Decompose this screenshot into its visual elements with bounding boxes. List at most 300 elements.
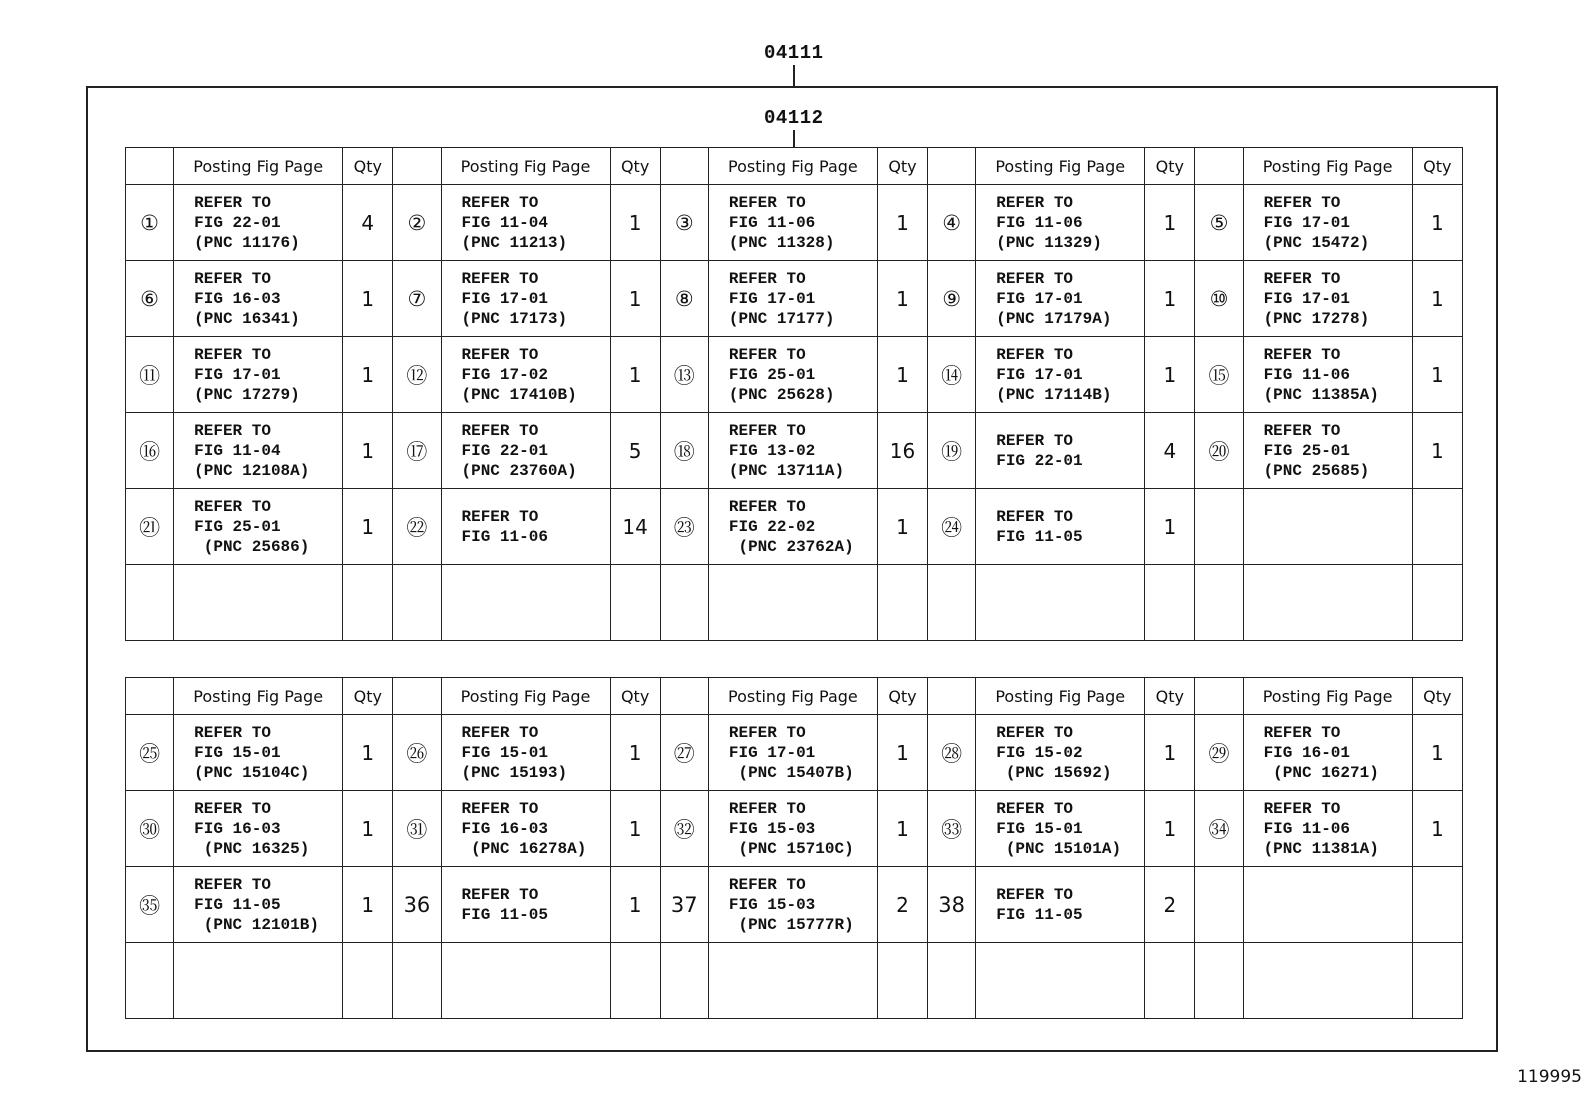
reference-line-l3: (PNC 17114B)	[996, 385, 1112, 404]
outer-assembly-label: 04111	[764, 42, 824, 64]
reference-cell	[174, 791, 343, 867]
reference-cell	[976, 261, 1145, 337]
reference-line-l3: (PNC 15692)	[996, 763, 1112, 782]
reference-cell	[976, 943, 1145, 1019]
reference-line-l1: REFER TO	[194, 497, 271, 516]
header-row	[126, 678, 1463, 715]
table-row	[126, 489, 1463, 565]
header-posting-fig-page: Posting Fig Page	[708, 678, 877, 715]
item-number: ⑮	[1195, 337, 1243, 413]
item-number: ⑥	[126, 261, 174, 337]
quantity: 5	[610, 413, 660, 489]
reference-cell	[708, 337, 877, 413]
header-qty: Qty	[343, 148, 393, 185]
reference-cell	[1243, 261, 1412, 337]
reference-line-l3: (PNC 11328)	[728, 233, 835, 252]
reference-cell	[174, 715, 343, 791]
reference-cell	[174, 261, 343, 337]
item-number: ㉕	[126, 715, 174, 791]
reference-line-l3: (PNC 23760A)	[461, 461, 577, 480]
reference-line-l2: FIG 13-02	[728, 441, 816, 460]
reference-line-l3: (PNC 17173)	[461, 309, 568, 328]
reference-line-l1: REFER TO	[194, 723, 271, 742]
item-number: ㉑	[126, 489, 174, 565]
reference-cell	[976, 337, 1145, 413]
reference-line-l3: (PNC 15407B)	[728, 763, 854, 782]
table-row	[126, 337, 1463, 413]
reference-line-l2: FIG 11-06	[1263, 819, 1350, 838]
reference-line-l3: (PNC 13711A)	[728, 461, 845, 480]
quantity	[1412, 565, 1462, 641]
reference-line-l3: (PNC 17179A)	[996, 309, 1112, 328]
item-number: ⑯	[126, 413, 174, 489]
reference-line-l3: (PNC 15104C)	[194, 763, 310, 782]
reference-cell	[174, 337, 343, 413]
header-blank-cell	[393, 678, 441, 715]
quantity: 1	[610, 185, 660, 261]
item-number	[660, 943, 708, 1019]
table-row	[126, 565, 1463, 641]
item-number: ⑰	[393, 413, 441, 489]
reference-line-l1: REFER TO	[194, 193, 271, 212]
reference-line-l3: (PNC 16341)	[194, 309, 300, 328]
reference-line-l2: FIG 17-01	[1263, 213, 1350, 232]
quantity: 2	[877, 867, 927, 943]
reference-line-l3: (PNC 15193)	[461, 763, 568, 782]
item-number: ㉛	[393, 791, 441, 867]
quantity: 1	[877, 791, 927, 867]
quantity: 1	[1145, 337, 1195, 413]
reference-cell	[441, 715, 610, 791]
item-number: ⑫	[393, 337, 441, 413]
quantity	[1412, 489, 1462, 565]
header-blank-cell	[126, 678, 174, 715]
header-qty: Qty	[610, 678, 660, 715]
reference-line-l1: REFER TO	[194, 421, 271, 440]
header-qty: Qty	[343, 678, 393, 715]
item-number: 37	[660, 867, 708, 943]
reference-line-l2: FIG 17-02	[461, 365, 548, 384]
quantity	[1145, 943, 1195, 1019]
quantity: 4	[1145, 413, 1195, 489]
reference-line-l2: FIG 15-01	[461, 743, 548, 762]
item-number: ②	[393, 185, 441, 261]
header-qty: Qty	[877, 678, 927, 715]
quantity: 1	[343, 337, 393, 413]
reference-cell	[708, 943, 877, 1019]
reference-cell	[1243, 413, 1412, 489]
header-qty: Qty	[1145, 678, 1195, 715]
inner-assembly-label: 04112	[764, 107, 824, 129]
item-number: ㉔	[928, 489, 976, 565]
reference-line-l3: (PNC 25686)	[194, 537, 310, 556]
reference-line-l1: REFER TO	[996, 269, 1074, 288]
reference-cell	[441, 867, 610, 943]
reference-line-l3: (PNC 11176)	[194, 233, 300, 252]
reference-line-l2: FIG 25-01	[194, 517, 281, 536]
header-blank-cell	[126, 148, 174, 185]
reference-cell	[708, 791, 877, 867]
reference-line-l1: REFER TO	[728, 421, 806, 440]
reference-line-l3: (PNC 16278A)	[461, 839, 587, 858]
reference-line-l1: REFER TO	[1263, 269, 1341, 288]
reference-line-l2: FIG 15-01	[996, 819, 1083, 838]
item-number: ㉜	[660, 791, 708, 867]
reference-line-l1: REFER TO	[461, 269, 539, 288]
reference-line-l2: FIG 17-01	[728, 289, 816, 308]
item-number: 36	[393, 867, 441, 943]
reference-cell	[976, 185, 1145, 261]
header-qty: Qty	[1412, 678, 1462, 715]
reference-line-l1: REFER TO	[194, 799, 271, 818]
reference-line-l3: (PNC 12108A)	[194, 461, 310, 480]
header-row	[126, 148, 1463, 185]
reference-line-l2: FIG 22-02	[728, 517, 816, 536]
header-posting-fig-page: Posting Fig Page	[174, 678, 343, 715]
reference-line-l2: FIG 15-03	[728, 895, 816, 914]
quantity: 1	[343, 413, 393, 489]
item-number: ㉖	[393, 715, 441, 791]
table-row	[126, 943, 1463, 1019]
table-row	[126, 413, 1463, 489]
quantity: 1	[343, 791, 393, 867]
reference-line-l2: FIG 16-03	[194, 819, 281, 838]
reference-line-l2: FIG 22-01	[461, 441, 548, 460]
reference-line-l2: FIG 16-03	[194, 289, 281, 308]
reference-cell	[174, 565, 343, 641]
reference-line-l1: REFER TO	[1263, 193, 1341, 212]
quantity	[1412, 943, 1462, 1019]
reference-line-l3: (PNC 16325)	[194, 839, 310, 858]
quantity: 1	[1412, 413, 1462, 489]
quantity: 1	[343, 867, 393, 943]
reference-line-l1: REFER TO	[461, 345, 539, 364]
reference-cell	[1243, 565, 1412, 641]
quantity: 2	[1145, 867, 1195, 943]
quantity: 1	[1412, 715, 1462, 791]
reference-line-l1: REFER TO	[728, 345, 806, 364]
item-number	[928, 943, 976, 1019]
item-number: ⑪	[126, 337, 174, 413]
reference-line-l3: (PNC 25628)	[728, 385, 835, 404]
reference-line-l2: FIG 11-05	[996, 905, 1083, 924]
reference-line-l3: (PNC 15777R)	[728, 915, 854, 934]
reference-line-l1: REFER TO	[461, 885, 539, 904]
item-number: ㉞	[1195, 791, 1243, 867]
item-number	[393, 943, 441, 1019]
reference-cell	[174, 489, 343, 565]
reference-line-l1: REFER TO	[996, 799, 1074, 818]
image-id: 119995	[1517, 1067, 1582, 1087]
quantity: 1	[1412, 791, 1462, 867]
header-qty: Qty	[610, 148, 660, 185]
header-posting-fig-page: Posting Fig Page	[708, 148, 877, 185]
reference-line-l3: (PNC 12101B)	[194, 915, 319, 934]
reference-line-l3: (PNC 15472)	[1263, 233, 1370, 252]
item-number: ⑳	[1195, 413, 1243, 489]
item-number	[1195, 565, 1243, 641]
header-qty: Qty	[877, 148, 927, 185]
item-number: ⑦	[393, 261, 441, 337]
header-posting-fig-page: Posting Fig Page	[976, 148, 1145, 185]
reference-cell	[976, 715, 1145, 791]
table-row	[126, 791, 1463, 867]
reference-cell	[976, 489, 1145, 565]
reference-line-l2: FIG 11-06	[728, 213, 816, 232]
reference-line-l1: REFER TO	[996, 507, 1074, 526]
reference-line-l3: (PNC 11329)	[996, 233, 1102, 252]
quantity: 1	[1145, 715, 1195, 791]
reference-cell	[708, 489, 877, 565]
header-posting-fig-page: Posting Fig Page	[1243, 678, 1412, 715]
quantity	[877, 565, 927, 641]
table-row	[126, 867, 1463, 943]
reference-line-l2: FIG 11-05	[996, 527, 1083, 546]
item-number	[1195, 943, 1243, 1019]
item-number: ㉓	[660, 489, 708, 565]
reference-line-l3: (PNC 17279)	[194, 385, 300, 404]
quantity: 1	[1145, 791, 1195, 867]
table-row	[126, 715, 1463, 791]
header-blank-cell	[1195, 678, 1243, 715]
reference-cell	[976, 413, 1145, 489]
reference-line-l1: REFER TO	[1263, 799, 1341, 818]
table-row	[126, 185, 1463, 261]
quantity	[610, 565, 660, 641]
quantity: 1	[1145, 185, 1195, 261]
quantity: 1	[877, 337, 927, 413]
reference-line-l2: FIG 17-01	[996, 365, 1083, 384]
header-blank-cell	[393, 148, 441, 185]
item-number	[126, 565, 174, 641]
quantity: 1	[1145, 261, 1195, 337]
item-number: ㉝	[928, 791, 976, 867]
reference-cell	[708, 565, 877, 641]
quantity	[343, 565, 393, 641]
quantity	[877, 943, 927, 1019]
reference-line-l2: FIG 16-03	[461, 819, 548, 838]
parts-table-lower	[125, 677, 1463, 1019]
item-number: ㉒	[393, 489, 441, 565]
quantity: 1	[877, 261, 927, 337]
item-number	[126, 943, 174, 1019]
reference-line-l1: REFER TO	[461, 193, 539, 212]
reference-cell	[441, 565, 610, 641]
reference-line-l3: (PNC 11213)	[461, 233, 568, 252]
reference-cell	[1243, 337, 1412, 413]
item-number: ㉘	[928, 715, 976, 791]
reference-line-l2: FIG 22-01	[996, 451, 1083, 470]
reference-line-l3: (PNC 17177)	[728, 309, 835, 328]
reference-cell	[1243, 715, 1412, 791]
reference-line-l3: (PNC 23762A)	[728, 537, 854, 556]
reference-line-l1: REFER TO	[194, 875, 271, 894]
reference-line-l1: REFER TO	[728, 799, 806, 818]
reference-line-l1: REFER TO	[461, 507, 539, 526]
item-number	[660, 565, 708, 641]
reference-line-l2: FIG 17-01	[996, 289, 1083, 308]
reference-line-l3: (PNC 11385A)	[1263, 385, 1379, 404]
item-number	[1195, 489, 1243, 565]
reference-cell	[441, 261, 610, 337]
reference-line-l2: FIG 15-01	[194, 743, 281, 762]
quantity	[1145, 565, 1195, 641]
reference-line-l2: FIG 11-06	[1263, 365, 1350, 384]
quantity: 1	[1412, 337, 1462, 413]
quantity: 1	[610, 791, 660, 867]
header-blank-cell	[928, 148, 976, 185]
reference-line-l1: REFER TO	[728, 193, 806, 212]
reference-cell	[174, 867, 343, 943]
item-number: ⑤	[1195, 185, 1243, 261]
item-number: ⑬	[660, 337, 708, 413]
item-number: ⑲	[928, 413, 976, 489]
quantity: 4	[343, 185, 393, 261]
quantity: 1	[610, 337, 660, 413]
reference-line-l2: FIG 22-01	[194, 213, 281, 232]
reference-line-l3: (PNC 15710C)	[728, 839, 854, 858]
header-blank-cell	[928, 678, 976, 715]
quantity: 1	[1145, 489, 1195, 565]
quantity	[610, 943, 660, 1019]
reference-line-l1: REFER TO	[1263, 421, 1341, 440]
reference-line-l3: (PNC 15101A)	[996, 839, 1122, 858]
header-blank-cell	[660, 148, 708, 185]
item-number: ⑨	[928, 261, 976, 337]
reference-line-l3: (PNC 25685)	[1263, 461, 1370, 480]
quantity: 1	[343, 489, 393, 565]
quantity: 14	[610, 489, 660, 565]
reference-cell	[441, 791, 610, 867]
reference-cell	[174, 943, 343, 1019]
header-blank-cell	[660, 678, 708, 715]
quantity: 1	[1412, 185, 1462, 261]
header-posting-fig-page: Posting Fig Page	[174, 148, 343, 185]
reference-cell	[1243, 185, 1412, 261]
item-number: ㉗	[660, 715, 708, 791]
reference-cell	[1243, 489, 1412, 565]
item-number	[393, 565, 441, 641]
table-row	[126, 261, 1463, 337]
reference-cell	[1243, 867, 1412, 943]
reference-line-l1: REFER TO	[996, 345, 1074, 364]
header-qty: Qty	[1145, 148, 1195, 185]
item-number: ③	[660, 185, 708, 261]
reference-line-l1: REFER TO	[996, 193, 1074, 212]
reference-cell	[1243, 943, 1412, 1019]
reference-line-l2: FIG 17-01	[461, 289, 548, 308]
reference-line-l3: (PNC 17410B)	[461, 385, 577, 404]
reference-line-l1: REFER TO	[1263, 723, 1341, 742]
reference-cell	[174, 185, 343, 261]
reference-line-l1: REFER TO	[996, 431, 1074, 450]
reference-line-l2: FIG 15-02	[996, 743, 1083, 762]
reference-line-l2: FIG 11-05	[461, 905, 548, 924]
reference-cell	[976, 791, 1145, 867]
reference-cell	[441, 337, 610, 413]
reference-line-l1: REFER TO	[728, 723, 806, 742]
reference-line-l2: FIG 17-01	[728, 743, 816, 762]
reference-cell	[708, 715, 877, 791]
reference-line-l1: REFER TO	[461, 799, 539, 818]
reference-line-l2: FIG 11-05	[194, 895, 281, 914]
item-number: ㉚	[126, 791, 174, 867]
item-number	[928, 565, 976, 641]
reference-cell	[976, 565, 1145, 641]
reference-line-l2: FIG 25-01	[728, 365, 816, 384]
reference-cell	[441, 413, 610, 489]
reference-line-l1: REFER TO	[996, 723, 1074, 742]
item-number: ⑩	[1195, 261, 1243, 337]
reference-line-l1: REFER TO	[1263, 345, 1341, 364]
reference-line-l2: FIG 16-01	[1263, 743, 1350, 762]
reference-line-l2: FIG 11-04	[461, 213, 548, 232]
quantity: 1	[877, 489, 927, 565]
reference-cell	[708, 185, 877, 261]
parts-table-upper	[125, 147, 1463, 641]
reference-cell	[441, 185, 610, 261]
item-number: ㉟	[126, 867, 174, 943]
reference-line-l1: REFER TO	[996, 885, 1074, 904]
header-posting-fig-page: Posting Fig Page	[441, 678, 610, 715]
reference-line-l1: REFER TO	[194, 345, 271, 364]
outer-leader-line	[793, 65, 795, 86]
reference-line-l1: REFER TO	[461, 723, 539, 742]
reference-cell	[976, 867, 1145, 943]
item-number: ④	[928, 185, 976, 261]
reference-cell	[441, 943, 610, 1019]
reference-line-l2: FIG 15-03	[728, 819, 816, 838]
header-blank-cell	[1195, 148, 1243, 185]
quantity: 1	[343, 261, 393, 337]
reference-line-l2: FIG 25-01	[1263, 441, 1350, 460]
reference-line-l2: FIG 11-06	[461, 527, 548, 546]
reference-cell	[441, 489, 610, 565]
reference-line-l1: REFER TO	[461, 421, 539, 440]
quantity: 1	[1412, 261, 1462, 337]
header-posting-fig-page: Posting Fig Page	[1243, 148, 1412, 185]
reference-cell	[1243, 791, 1412, 867]
item-number: ⑭	[928, 337, 976, 413]
reference-line-l2: FIG 11-04	[194, 441, 281, 460]
reference-line-l3: (PNC 11381A)	[1263, 839, 1379, 858]
item-number: ⑧	[660, 261, 708, 337]
quantity: 1	[877, 715, 927, 791]
reference-cell	[708, 867, 877, 943]
inner-leader-line	[793, 130, 795, 147]
item-number: 38	[928, 867, 976, 943]
reference-cell	[708, 261, 877, 337]
reference-line-l2: FIG 17-01	[194, 365, 281, 384]
quantity: 1	[877, 185, 927, 261]
quantity: 16	[877, 413, 927, 489]
item-number: ⑱	[660, 413, 708, 489]
header-posting-fig-page: Posting Fig Page	[441, 148, 610, 185]
header-posting-fig-page: Posting Fig Page	[976, 678, 1145, 715]
item-number: ㉙	[1195, 715, 1243, 791]
reference-line-l1: REFER TO	[728, 875, 806, 894]
item-number	[1195, 867, 1243, 943]
quantity: 1	[343, 715, 393, 791]
reference-line-l1: REFER TO	[728, 269, 806, 288]
header-qty: Qty	[1412, 148, 1462, 185]
reference-line-l3: (PNC 17278)	[1263, 309, 1370, 328]
quantity: 1	[610, 867, 660, 943]
reference-cell	[174, 413, 343, 489]
reference-line-l3: (PNC 16271)	[1263, 763, 1379, 782]
quantity	[343, 943, 393, 1019]
item-number: ①	[126, 185, 174, 261]
